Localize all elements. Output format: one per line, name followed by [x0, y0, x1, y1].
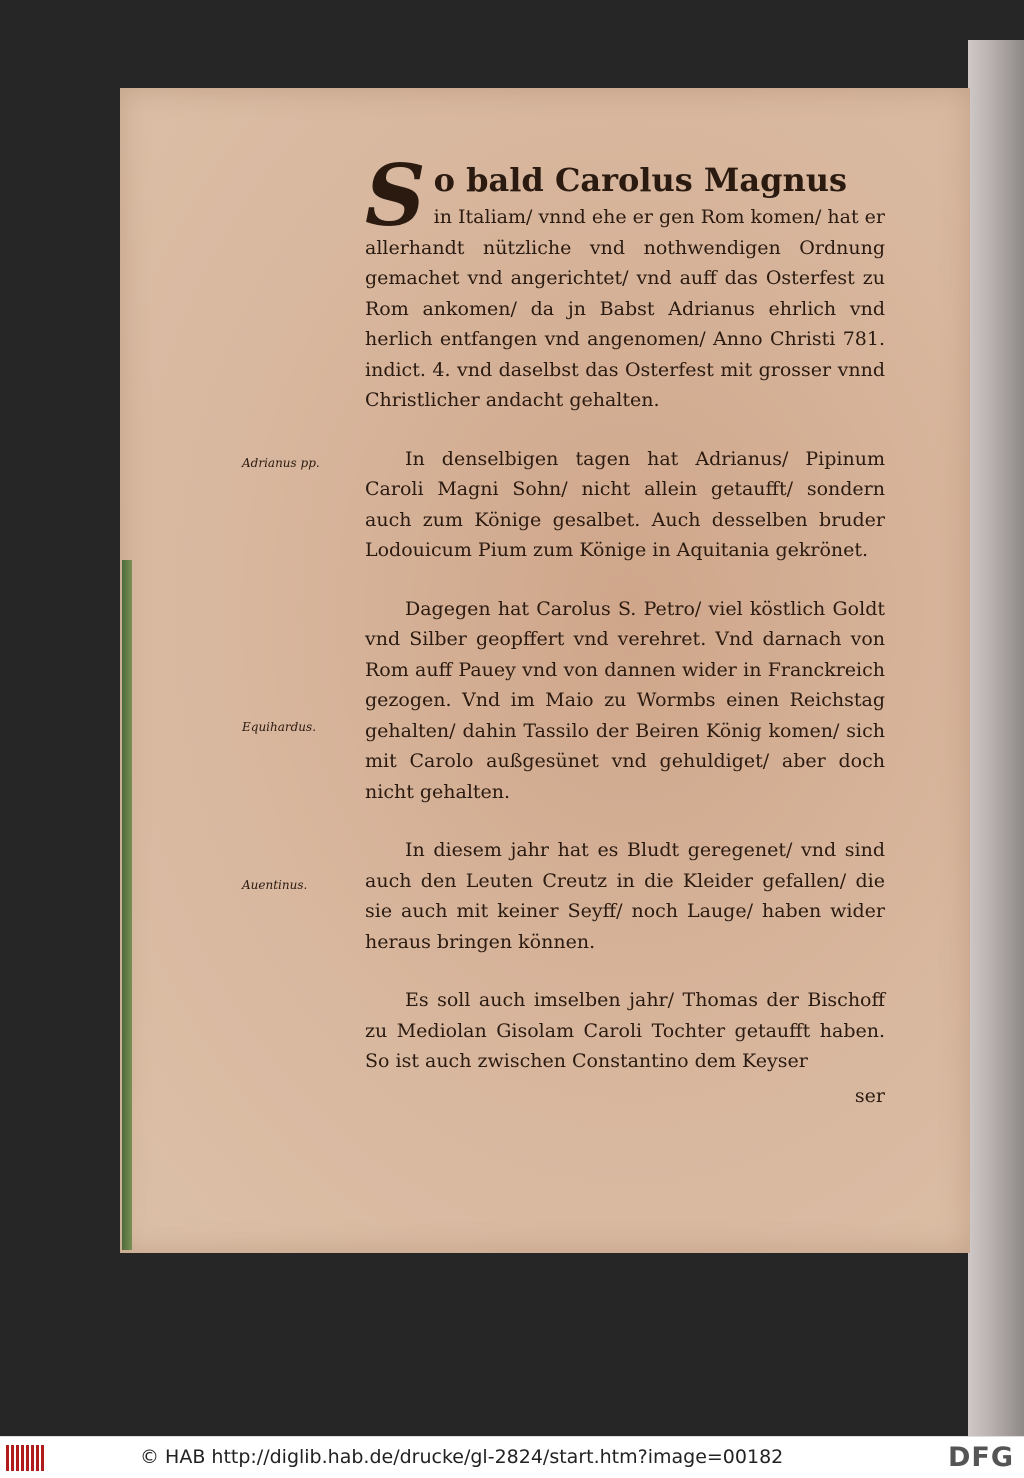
paragraph-5: Es soll auch imselben jahr/ Thomas der Bischoff zu Mediolan Gisolam Caroli Tochter getaufft haben. So ist auch zwischen Constantino dem Keyser [365, 989, 885, 1072]
paragraph-3: Dagegen hat Carolus S. Petro/ viel köstlich Goldt vnd Silber geopffert vnd verehret. Vnd darnach von Rom auff Pauey vnd von dannen wider in Franckreich gezogen. Vnd im Maio zu Wormbs einen Reichstag gehalten/ dahin Tassilo der Beiren König komen/ sich mit Carolo außgesünet vnd gehuldiget/ aber doch nicht gehalten. [365, 597, 885, 803]
margin-note-adrianus: Adrianus pp. [242, 456, 320, 470]
paragraph-text: in Italiam/ vnnd ehe er gen Rom komen/ hat er allerhandt nützliche vnd nothwendigen Ordnung gemachet vnd angerichtet/ vnd auff das Osterfest zu Rom ankomen/ da jn Babst Adrianus ehrlich vnd herlich entfangen vnd angenomen/ Anno Christi 781. indict. 4. vnd daselbst das Osterfest mit grosser vnnd Christlicher andacht gehalten. [365, 206, 885, 411]
adjacent-page-edge [968, 40, 1024, 1436]
paragraph-4: In diesem jahr hat es Bludt geregenet/ vnd sind auch den Leuten Creutz in die Kleider gefallen/ die sie auch mit keiner Seyff/ noch Lauge/ haben wider heraus bringen können. [365, 839, 885, 953]
margin-note-equihardus: Equihardus. [242, 720, 317, 734]
paragraph-2: In denselbigen tagen hat Adrianus/ Pipinum Caroli Magni Sohn/ nicht allein getaufft/ sondern auch zum Könige gesalbet. Auch desselben bruder Lodouicum Pium zum Könige in Aquitania gekrönet. [365, 447, 885, 561]
first-line: o bald Carolus Magnus [433, 161, 847, 199]
paragraph-1 [365, 146, 885, 416]
book-page [120, 88, 970, 1253]
catchword: ser [854, 1084, 885, 1107]
footer-bar [0, 1436, 1024, 1478]
dfg-logo[interactable]: DFG [947, 1442, 1014, 1473]
drop-cap: S [365, 146, 426, 245]
page-text-block [365, 146, 885, 1111]
hab-logo-icon[interactable] [6, 1445, 48, 1471]
margin-note-auentinus: Auentinus. [242, 878, 308, 892]
binding-edge [122, 560, 132, 1250]
copyright-link[interactable]: © HAB http://diglib.hab.de/drucke/gl-2824/start.htm?image=00182 [140, 1446, 784, 1468]
